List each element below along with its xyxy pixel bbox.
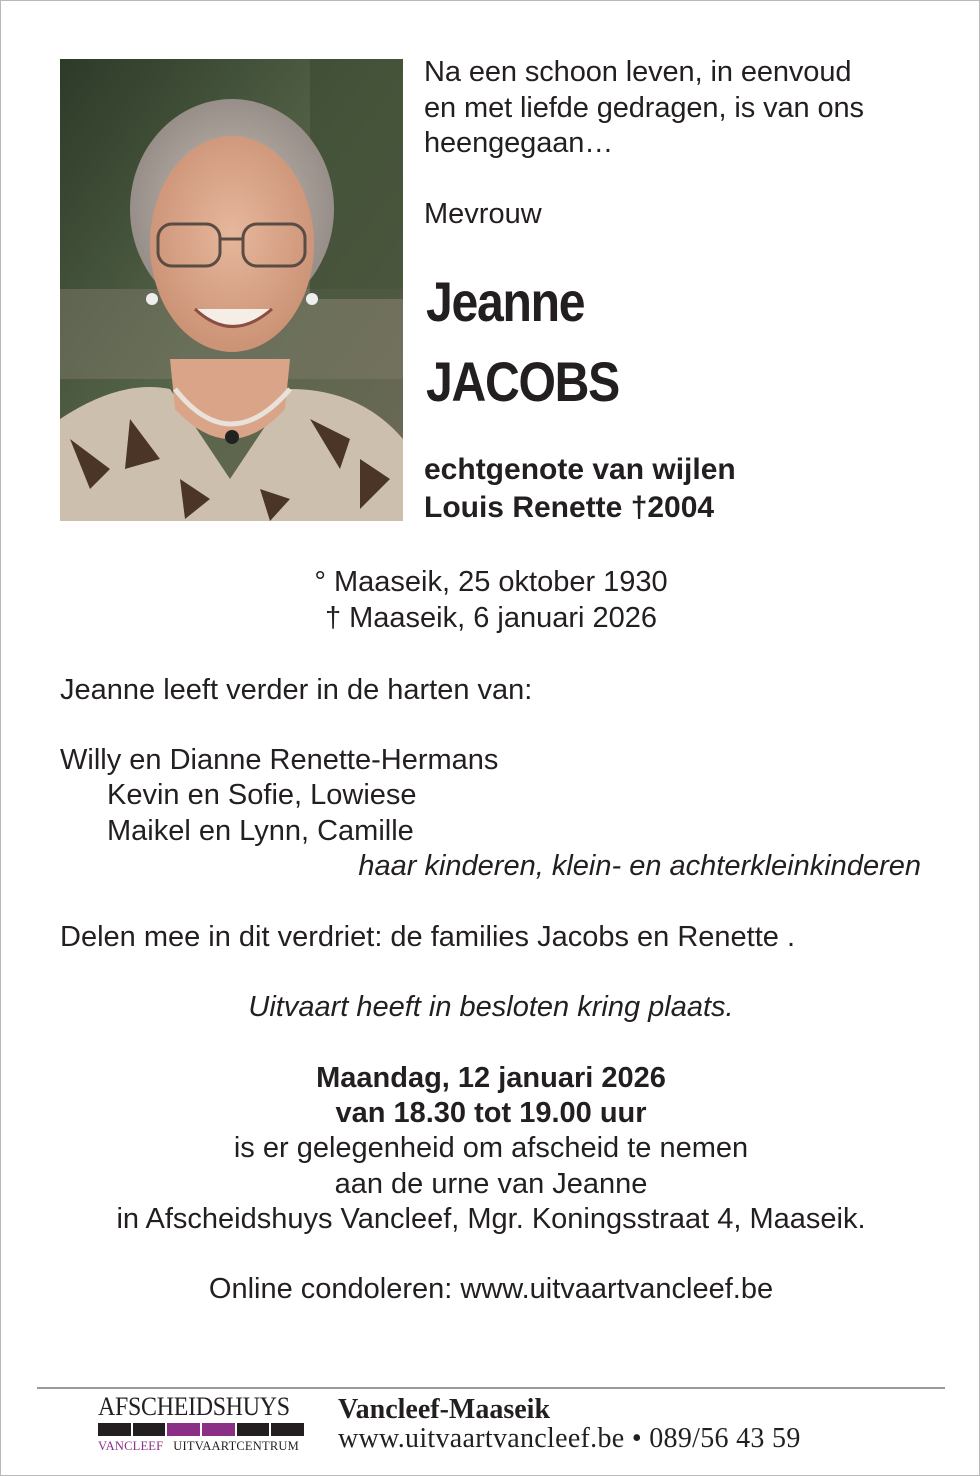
spouse-line: Louis Renette †2004	[424, 491, 715, 524]
farewell-time: van 18.30 tot 19.00 uur	[335, 1097, 647, 1129]
family-sharing: Delen mee in dit verdriet: de families Jacobs en Renette .	[60, 921, 796, 953]
salutation: Mevrouw	[424, 198, 542, 230]
farewell-line: aan de urne van Jeanne	[334, 1168, 648, 1200]
intro-line: en met liefde gedragen, is van ons	[424, 91, 864, 124]
separator-bullet: •	[631, 1423, 642, 1454]
logo-sub-vancleef: VANCLEEF	[98, 1439, 164, 1453]
afscheidshuys-logo	[98, 1394, 308, 1454]
spouse-info	[424, 451, 736, 527]
logo-bar	[98, 1423, 304, 1436]
funeral-note: Uitvaart heeft in besloten kring plaats.	[248, 991, 734, 1023]
birth-date: ° Maaseik, 25 oktober 1930	[314, 566, 668, 598]
website-link[interactable]: www.uitvaartvancleef.be	[338, 1423, 625, 1454]
family-member: Kevin en Sofie, Lowiese	[107, 779, 417, 811]
farewell-date: Maandag, 12 januari 2026	[316, 1062, 666, 1094]
farewell-line: is er gelegenheid om afscheid te nemen	[233, 1132, 749, 1164]
intro-text	[424, 55, 944, 162]
deceased-first-name: Jeanne	[426, 270, 585, 333]
deceased-last-name: JACOBS	[426, 350, 619, 413]
intro-line: heengegaan…	[424, 127, 614, 159]
footer-divider	[37, 1387, 945, 1389]
business-name: Vancleef-Maaseik	[338, 1394, 551, 1425]
family-member: Maikel en Lynn, Camille	[107, 815, 414, 847]
contact-line	[338, 1422, 801, 1456]
online-condolences: Online condoleren: www.uitvaartvancleef.be	[208, 1273, 774, 1305]
death-date: † Maaseik, 6 januari 2026	[324, 602, 658, 634]
family-member: Willy en Dianne Renette-Hermans	[60, 744, 499, 776]
phone-number[interactable]: 089/56 43 59	[649, 1423, 801, 1454]
logo-subtitle	[98, 1439, 308, 1453]
farewell-location: in Afscheidshuys Vancleef, Mgr. Koningsstraat 4, Maaseik.	[116, 1203, 866, 1235]
family-relation: haar kinderen, klein- en achterkleinkinderen	[358, 850, 921, 882]
intro-line: Na een schoon leven, in eenvoud	[424, 56, 852, 88]
logo-sub-uitvaartcentrum: UITVAARTCENTRUM	[173, 1439, 299, 1453]
family-intro: Jeanne leeft verder in de harten van:	[60, 674, 533, 706]
portrait-photo	[60, 59, 403, 521]
spouse-line: echtgenote van wijlen	[424, 453, 736, 486]
logo-title: AFSCHEIDSHUYS	[98, 1392, 290, 1421]
